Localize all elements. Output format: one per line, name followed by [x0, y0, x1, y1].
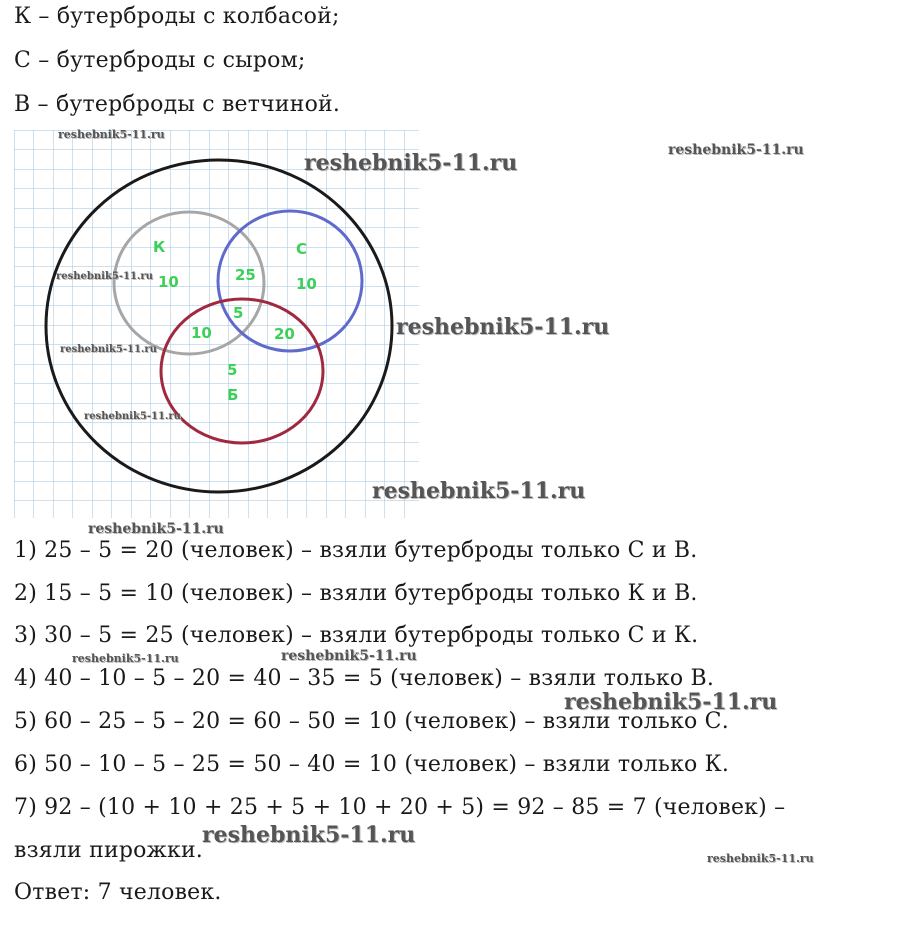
label-kcb: 5: [233, 304, 244, 322]
step-3: 3) 30 – 5 = 25 (человек) – взяли бутерброды только С и К.: [14, 623, 699, 648]
watermark: reshebnik5-11.ru: [88, 521, 224, 537]
watermark: reshebnik5-11.ru: [372, 478, 586, 504]
label-b-letter: Б: [227, 386, 239, 404]
graph-paper-grid: [14, 130, 419, 518]
watermark: reshebnik5-11.ru: [72, 652, 179, 665]
watermark: reshebnik5-11.ru: [84, 411, 181, 422]
step-6: 6) 50 – 10 – 5 – 25 = 50 – 40 = 10 (человек) – взяли только К.: [14, 752, 730, 777]
step-1: 1) 25 – 5 = 20 (человек) – взяли бутерброды только С и В.: [14, 538, 698, 563]
label-cb: 20: [274, 325, 295, 343]
label-k-only: 10: [158, 273, 179, 291]
label-c-only: 10: [296, 275, 317, 293]
answer: Ответ: 7 человек.: [14, 880, 222, 905]
watermark: reshebnik5-11.ru: [668, 142, 804, 158]
watermark: reshebnik5-11.ru: [60, 344, 157, 355]
step-7-continuation: взяли пирожки.: [14, 838, 203, 863]
step-5: 5) 60 – 25 – 5 – 20 = 60 – 50 = 10 (человек) – взяли только С.: [14, 709, 729, 734]
venn-diagram: [14, 130, 419, 518]
step-4: 4) 40 – 10 – 5 – 20 = 40 – 35 = 5 (человек) – взяли только В.: [14, 666, 715, 691]
legend-line-c: С – бутерброды с сыром;: [14, 48, 306, 73]
label-kb: 10: [191, 324, 212, 342]
step-7: 7) 92 – (10 + 10 + 25 + 5 + 10 + 20 + 5) = 92 – 85 = 7 (человек) –: [14, 795, 786, 820]
watermark: reshebnik5-11.ru: [304, 150, 518, 176]
label-b-only: 5: [227, 361, 238, 379]
label-k-letter: К: [153, 238, 166, 256]
label-c-letter: С: [296, 240, 308, 258]
step-2: 2) 15 – 5 = 10 (человек) – взяли бутерброды только К и В.: [14, 581, 698, 606]
watermark: reshebnik5-11.ru: [396, 314, 610, 340]
legend-line-v: В – бутерброды с ветчиной.: [14, 92, 341, 117]
watermark: reshebnik5-11.ru: [56, 271, 153, 282]
venn-diagram-svg: [14, 130, 419, 518]
watermark: reshebnik5-11.ru: [707, 852, 814, 865]
watermark: reshebnik5-11.ru: [58, 128, 165, 141]
watermark: reshebnik5-11.ru: [281, 648, 417, 664]
label-kc: 25: [235, 266, 256, 284]
watermark: reshebnik5-11.ru: [202, 822, 416, 848]
legend-line-k: К – бутерброды с колбасой;: [14, 4, 340, 29]
watermark: reshebnik5-11.ru: [564, 689, 778, 715]
